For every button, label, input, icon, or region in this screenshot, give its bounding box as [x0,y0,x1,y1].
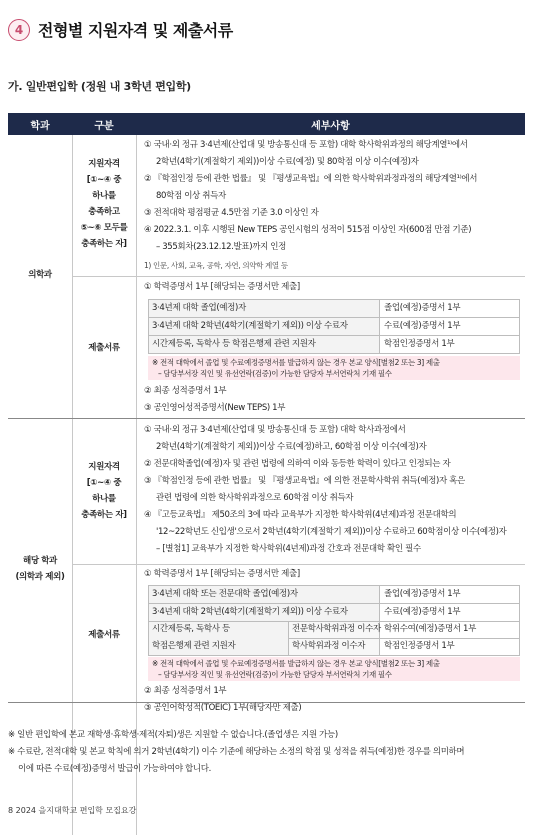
docs-group-label: 학점은행제 관련 지원자 [152,641,236,651]
section-title: 전형별 지원자격 및 제출서류 [38,21,233,40]
docs-row-left: 전문학사학위과정 이수자 [292,624,381,634]
medicine-docs-intro: ① 학력증명서 1부 [해당되는 증명서만 제출] [144,282,300,292]
docs-row-right: 학위수여(예정)증명서 1부 [384,624,476,634]
grid-line [72,276,525,277]
grid-line [72,564,525,565]
other-docs-after: ③ 공인어학성적(TOEIC) 1부(해당자만 제출) [144,703,302,713]
docs-group-label: 시간제등록, 독학사 등 [152,624,230,634]
section-header [8,18,233,41]
header-category: 구분 [72,113,136,135]
docs-row-left: 3·4년제 대학 또는 전문대학 졸업(예정)자 [152,589,298,599]
docs-row-left: 3·4년제 대학 2학년(4학기(계절학기 제외)) 이상 수료자 [152,321,348,331]
header-dept: 학과 [8,113,72,135]
dept-other: 해당 학과 [22,556,58,566]
docs-row-right: 졸업(예정)증명서 1부 [384,589,461,599]
section-number-badge: 4 [8,19,30,41]
docs-row-left: 3·4년제 대학 졸업(예정)자 [152,303,246,313]
docs-row-right: 수료(예정)증명서 1부 [384,321,461,331]
dept-medicine: 의학과 [28,270,52,280]
header-details: 세부사항 [136,113,525,135]
other-docs-notice: ※ 전적 대학에서 졸업 및 수료예정증명서를 발급하지 않는 경우 본교 양식[별첨2 또는 3] 제출 – 담당부서장 직인 및 유선연락(검증)이 가능한 담당자 부서연락처 기재 필수 [148,657,520,681]
medicine-docs-after: ② 최종 성적증명서 1부 [144,386,227,396]
other-docs-after: ② 최종 성적증명서 1부 [144,686,227,696]
footnote: ※ 수료란, 전적대학 및 본교 학칙에 의거 2학년(4학기) 이수 기준에 해당하는 소정의 학점 및 성적을 취득(예정)한 경우를 의미하며 [8,747,465,757]
dept-other-note: (의학과 제외) [15,572,65,582]
medicine-docs-after: ③ 공인영어성적증명서(New TEPS) 1부 [144,403,286,413]
footnote: ※ 일반 편입학에 본교 재학생·휴학생·제적(자퇴)생은 지원할 수 없습니다.(졸업생은 지원 가능) [8,730,338,740]
docs-row-right: 학점인정증명서 1부 [384,641,455,651]
grid-line [8,418,525,419]
docs-row-right: 졸업(예정)증명서 1부 [384,303,461,313]
page-footer: 8 2024 을지대학교 편입학 모집요강 [8,806,137,815]
docs-row-right: 학점인정증명서 1부 [384,339,455,349]
footnote: 이에 따른 수료(예정)증명서 발급이 가능하여야 합니다. [18,764,211,774]
medicine-docs-label: 제출서류 [88,343,120,353]
docs-row-right: 수료(예정)증명서 1부 [384,607,461,617]
other-docs-label: 제출서류 [88,630,120,640]
docs-row-left: 학사학위과정 이수자 [292,641,366,651]
medicine-docs-notice: ※ 전적 대학에서 졸업 및 수료예정증명서를 발급하지 않는 경우 본교 양식[별첨2 또는 3] 제출 – 담당부서장 직인 및 유선연락(검증)이 가능한 담당자 부서연락처 기재 필수 [148,356,520,380]
docs-row-left: 시간제등록, 독학사 등 학점은행제 관련 지원자 [152,339,316,349]
docs-row-left: 3·4년제 대학 2학년(4학기(계절학기 제외)) 이상 수료자 [152,607,348,617]
subsection-title: 가. 일반편입학 (정원 내 3학년 편입학) [8,80,191,93]
other-docs-intro: ① 학력증명서 1부 [해당되는 증명서만 제출] [144,569,300,579]
